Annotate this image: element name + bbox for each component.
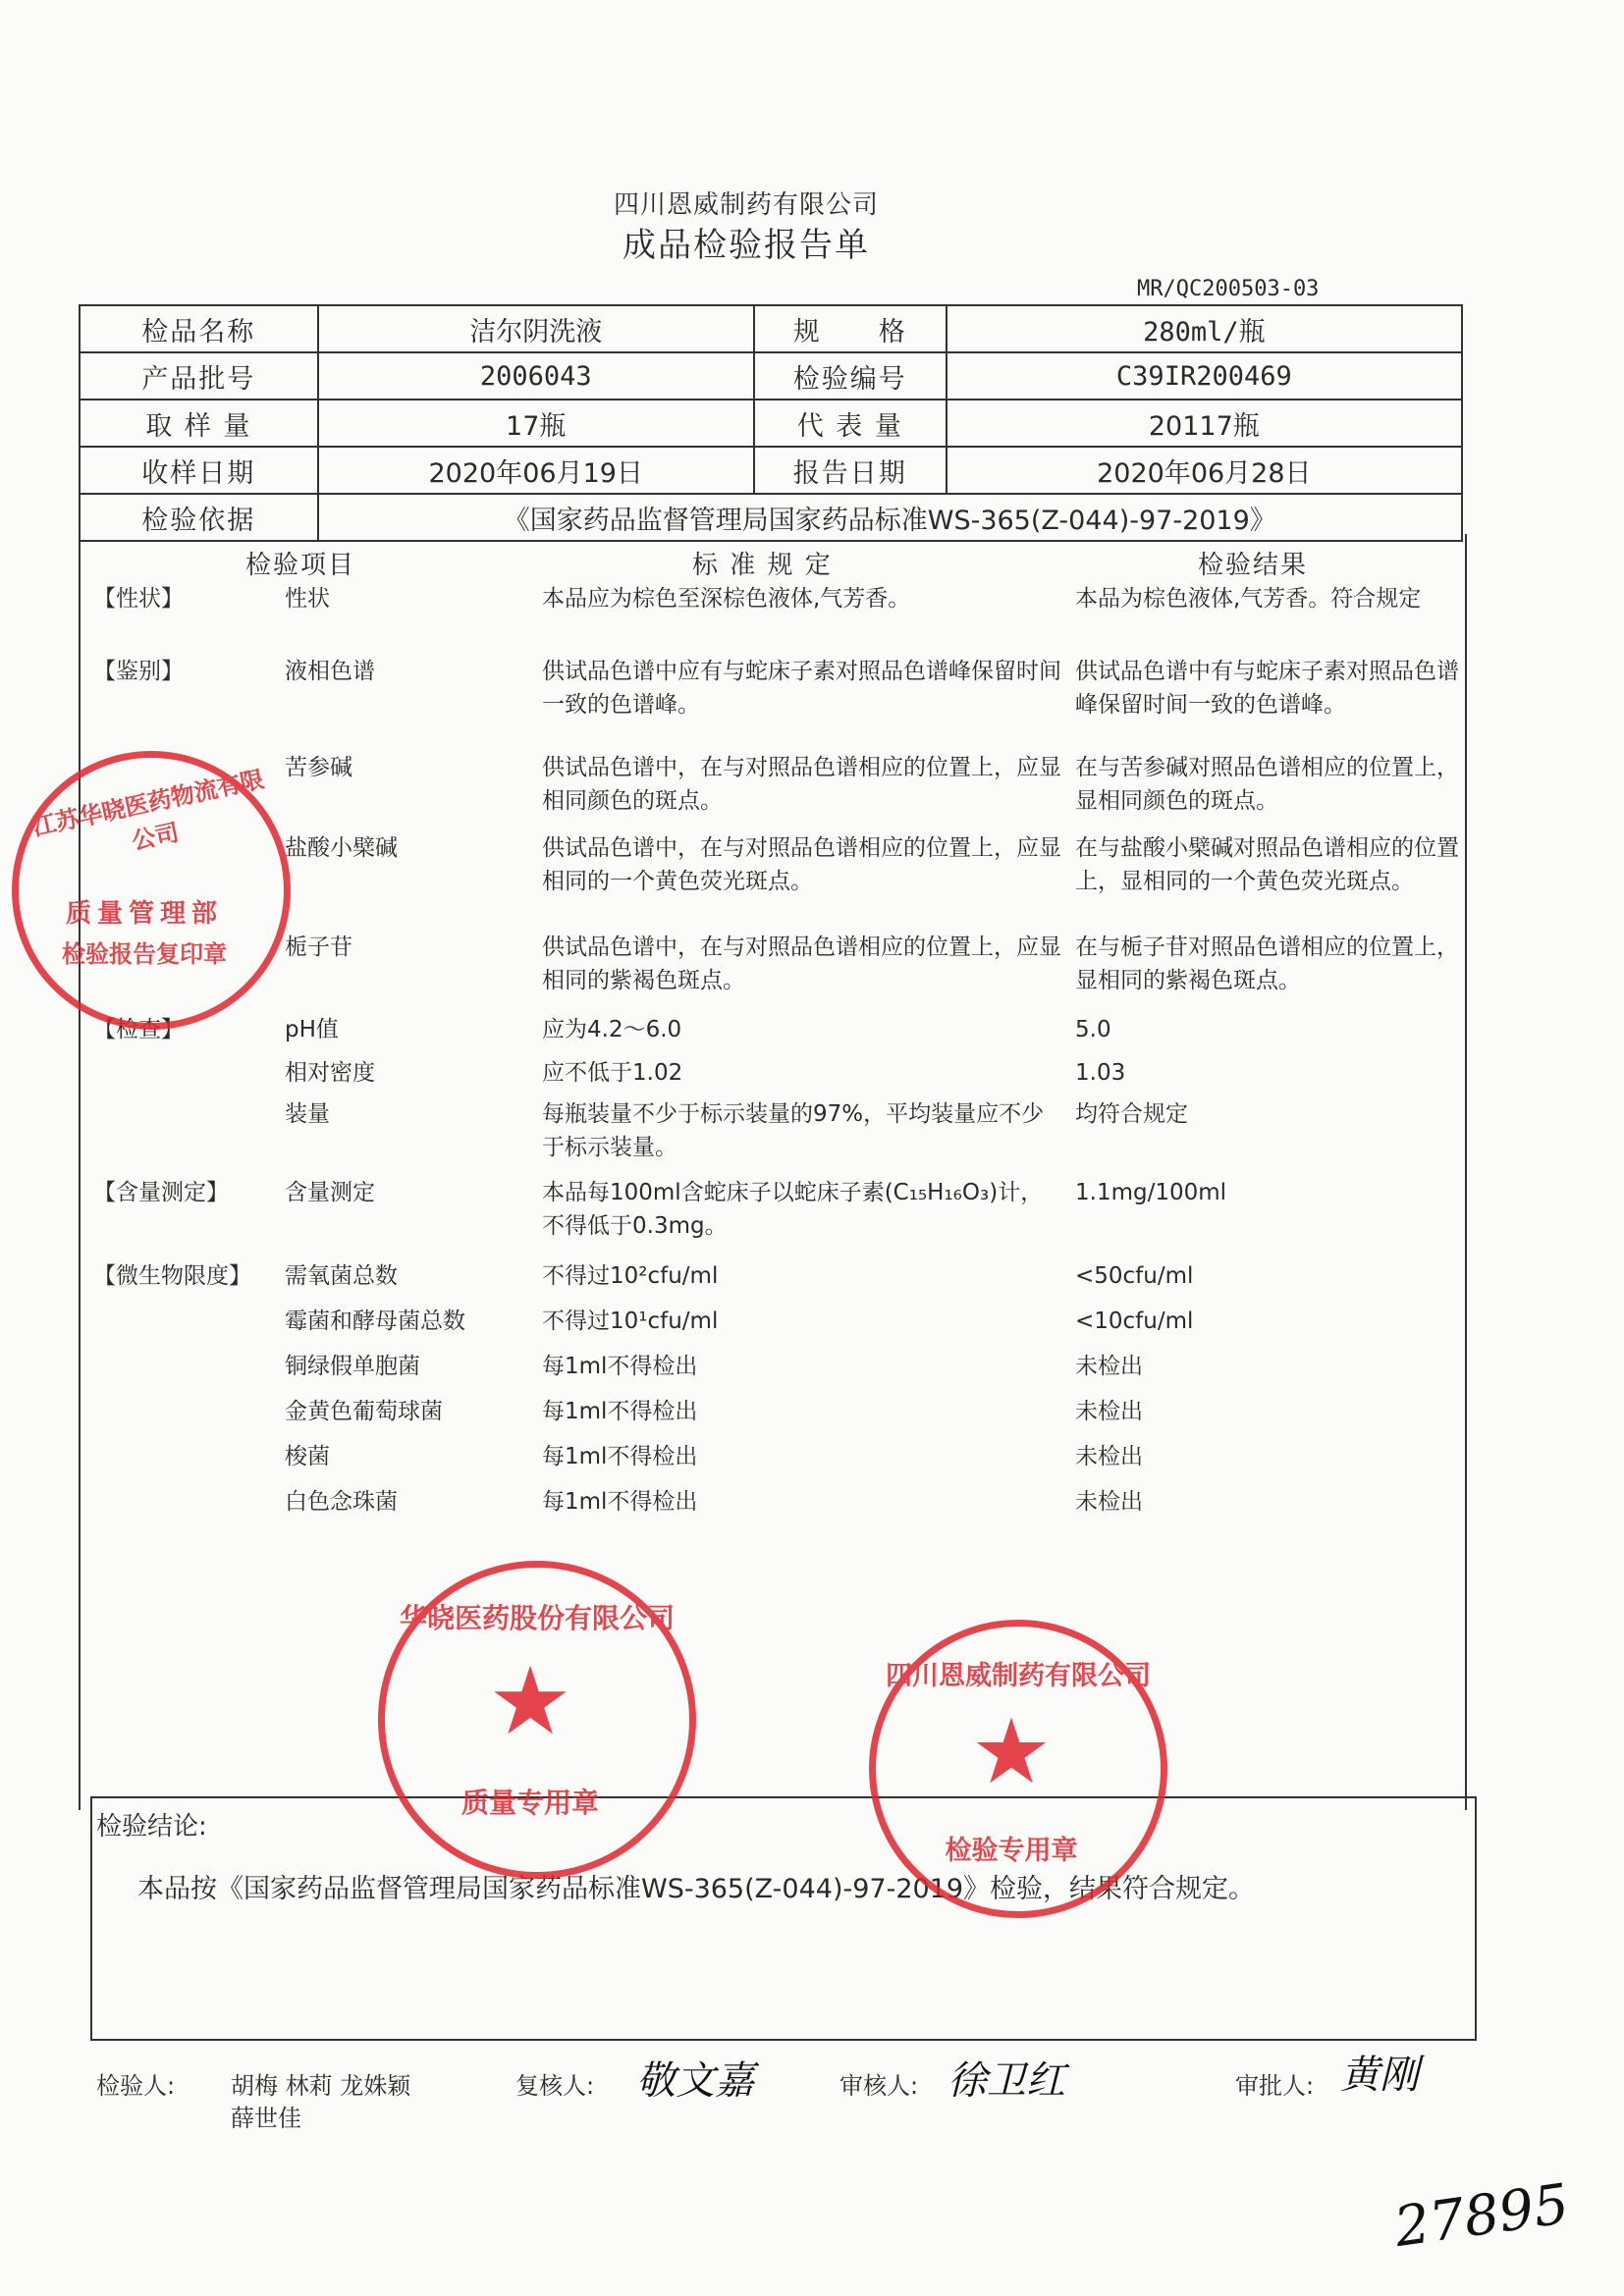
center-stamp	[378, 1561, 696, 1879]
row-standard: 本品应为棕色至深棕色液体,气芳香。	[542, 586, 911, 612]
row-result: <50cfu/ml	[1075, 1263, 1194, 1289]
star-icon: ★	[487, 1646, 573, 1756]
auditor-label: 审核人:	[839, 2072, 919, 2100]
inspectors-line2: 薛世佳	[231, 2105, 301, 2132]
row-result: 在与栀子苷对照品色谱相应的位置上，显相同的紫褐色斑点。	[1075, 934, 1459, 993]
row-result: 在与苦参碱对照品色谱相应的位置上，显相同颜色的斑点。	[1075, 755, 1459, 814]
row-item: 栀子苷	[285, 934, 352, 960]
right-stamp-ring: 四川恩威制药有限公司	[886, 1661, 1151, 1691]
row-item: 霉菌和酵母菌总数	[285, 1308, 465, 1334]
row-item: 苦参碱	[285, 755, 352, 780]
spec-label: 规 格	[754, 305, 947, 352]
row-result: 未检出	[1075, 1354, 1143, 1379]
report-date-label: 报告日期	[754, 447, 947, 494]
row-result: 本品为棕色液体,气芳香。符合规定	[1075, 586, 1422, 612]
row-standard: 应不低于1.02	[542, 1060, 683, 1086]
row-result: 1.1mg/100ml	[1075, 1180, 1227, 1205]
column-result-header: 检验结果	[1198, 551, 1309, 580]
row-item: 含量测定	[285, 1180, 375, 1205]
rep-qty-value: 20117瓶	[947, 400, 1462, 447]
reviewer-signature: 敬文嘉	[636, 2058, 754, 2104]
row-section: 【含量测定】	[93, 1180, 229, 1205]
row-standard: 每1ml不得检出	[542, 1399, 698, 1424]
row-standard: 每瓶装量不少于标示装量的97%，平均装量应不少于标示装量。	[542, 1101, 1045, 1160]
row-result: 1.03	[1075, 1060, 1126, 1086]
row-result: 均符合规定	[1075, 1101, 1188, 1127]
row-item: 需氧菌总数	[285, 1263, 398, 1289]
row-result: 未检出	[1075, 1489, 1143, 1515]
left-stamp-ring: 江苏华晓医药物流有限公司	[29, 765, 267, 856]
row-standard: 每1ml不得检出	[542, 1489, 698, 1515]
left-stamp-line2: 检验报告复印章	[62, 940, 227, 968]
column-item-header: 检验项目	[245, 551, 356, 580]
approver-label: 审批人:	[1235, 2072, 1315, 2100]
row-standard: 每1ml不得检出	[542, 1354, 698, 1379]
row-result: 未检出	[1075, 1444, 1143, 1469]
product-label: 检品名称	[80, 305, 318, 352]
row-item: 金黄色葡萄球菌	[285, 1399, 443, 1424]
row-standard: 每1ml不得检出	[542, 1444, 698, 1469]
conclusion-label: 检验结论:	[96, 1812, 207, 1842]
column-standard-header: 标 准 规 定	[692, 551, 833, 580]
row-result: 5.0	[1075, 1017, 1111, 1042]
right-stamp	[869, 1620, 1167, 1918]
test-no-label: 检验编号	[754, 352, 947, 400]
sample-qty-value: 17瓶	[318, 400, 754, 447]
batch-label: 产品批号	[80, 352, 318, 400]
conclusion-text: 本品按《国家药品监督管理局国家药品标准WS-365(Z-044)-97-2019》检验，结果符合规定。	[137, 1874, 1256, 1904]
inspectors-line1: 胡梅 林莉 龙姝颖	[231, 2072, 411, 2100]
receive-date-label: 收样日期	[80, 447, 318, 494]
test-no-value: C39IR200469	[947, 352, 1462, 400]
sample-qty-label: 取 样 量	[80, 400, 318, 447]
inspector-label: 检验人:	[96, 2072, 176, 2100]
product-value: 洁尔阴洗液	[318, 305, 754, 352]
row-standard: 供试品色谱中，在与对照品色谱相应的位置上，应显相同的紫褐色斑点。	[542, 934, 1061, 993]
row-item: 白色念珠菌	[285, 1489, 398, 1515]
right-stamp-line1: 检验专用章	[945, 1836, 1078, 1866]
row-item: 梭菌	[285, 1444, 330, 1469]
company-name: 四川恩威制药有限公司	[613, 190, 879, 220]
row-standard: 本品每100ml含蛇床子以蛇床子素(C₁₅H₁₆O₃)计，不得低于0.3mg。	[542, 1180, 1044, 1239]
row-standard: 供试品色谱中，在与对照品色谱相应的位置上，应显相同颜色的斑点。	[542, 755, 1061, 814]
auditor-signature: 徐卫红	[947, 2058, 1065, 2104]
form-code: MR/QC200503-03	[1137, 277, 1320, 301]
center-stamp-ring: 华晓医药股份有限公司	[399, 1602, 675, 1634]
rep-qty-label: 代 表 量	[754, 400, 947, 447]
row-section: 【检查】	[93, 1017, 184, 1042]
reviewer-label: 复核人:	[515, 2072, 595, 2100]
row-result: 未检出	[1075, 1399, 1143, 1424]
document-title: 成品检验报告单	[623, 226, 870, 265]
approver-signature: 黄刚	[1340, 2053, 1419, 2098]
row-section: 【微生物限度】	[93, 1263, 251, 1289]
row-item: 盐酸小檗碱	[285, 835, 398, 861]
handwritten-number: 27895	[1390, 2171, 1573, 2261]
row-item: 铜绿假单胞菌	[285, 1354, 420, 1379]
row-item: 装量	[285, 1101, 330, 1127]
row-result: 在与盐酸小檗碱对照品色谱相应的位置上，显相同的一个黄色荧光斑点。	[1075, 835, 1459, 894]
row-standard: 供试品色谱中应有与蛇床子素对照品色谱峰保留时间一致的色谱峰。	[542, 659, 1061, 718]
row-standard: 应为4.2～6.0	[542, 1017, 682, 1042]
conclusion-box	[90, 1796, 1477, 2041]
row-standard: 不得过10²cfu/ml	[542, 1263, 719, 1289]
row-item: 相对密度	[285, 1060, 375, 1086]
report-date-value: 2020年06月28日	[947, 447, 1462, 494]
row-standard: 供试品色谱中，在与对照品色谱相应的位置上，应显相同的一个黄色荧光斑点。	[542, 835, 1061, 894]
star-icon: ★	[970, 1699, 1053, 1804]
results-frame	[79, 534, 1467, 1810]
batch-value: 2006043	[318, 352, 754, 400]
row-result: 供试品色谱中有与蛇床子素对照品色谱峰保留时间一致的色谱峰。	[1075, 659, 1459, 718]
center-stamp-line1: 质量专用章	[460, 1787, 599, 1819]
left-stamp-line1: 质量管理部	[65, 899, 223, 929]
info-table	[79, 304, 1463, 542]
receive-date-value: 2020年06月19日	[318, 447, 754, 494]
row-item: 液相色谱	[285, 659, 375, 684]
row-standard: 不得过10¹cfu/ml	[542, 1308, 719, 1334]
spec-value: 280ml/瓶	[947, 305, 1462, 352]
basis-label: 检验依据	[80, 494, 318, 541]
row-section: 【鉴别】	[93, 659, 184, 684]
left-stamp	[12, 751, 291, 1030]
row-result: <10cfu/ml	[1075, 1308, 1194, 1334]
row-item: 性状	[285, 586, 330, 612]
row-section: 【性状】	[93, 586, 184, 612]
row-item: pH值	[285, 1017, 339, 1042]
basis-value: 《国家药品监督管理局国家药品标准WS-365(Z-044)-97-2019》	[318, 494, 1462, 541]
